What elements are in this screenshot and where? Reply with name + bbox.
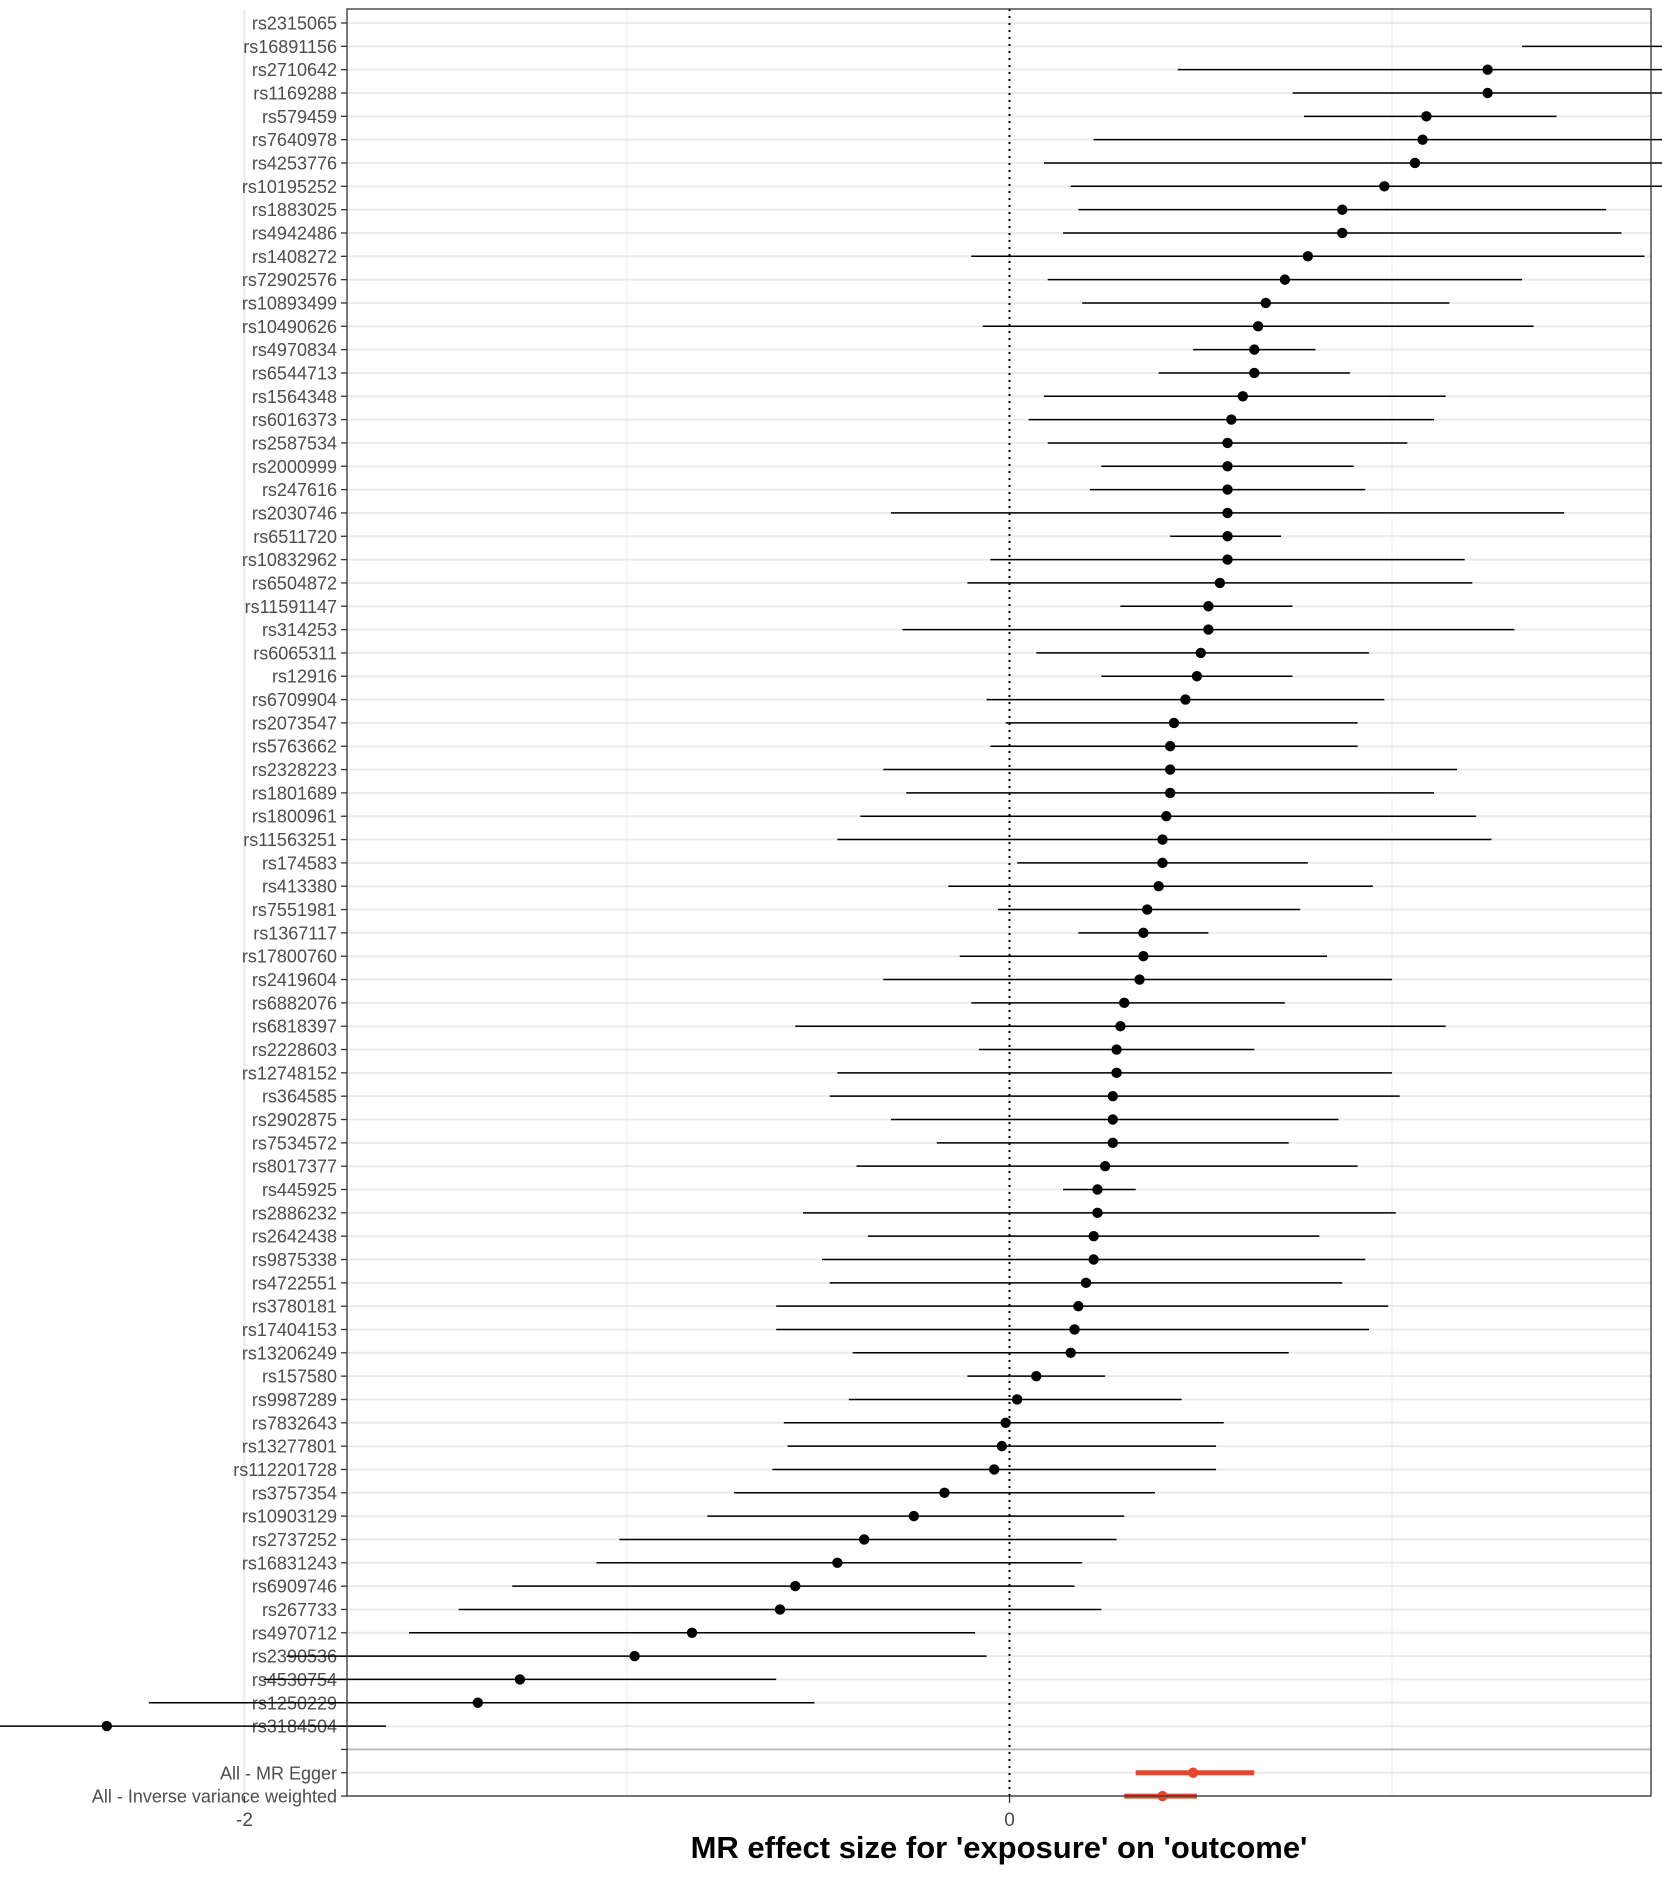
y-tick-label: rs12916 [272, 667, 337, 687]
snp-point [1215, 578, 1225, 588]
y-tick-label: rs1169288 [253, 83, 337, 103]
y-tick-label: rs12748152 [242, 1063, 337, 1083]
y-tick-label: rs6818397 [252, 1017, 337, 1037]
snp-point [1226, 414, 1236, 424]
snp-point [1379, 181, 1389, 191]
snp-point [1108, 1091, 1118, 1101]
snp-point [1157, 834, 1167, 844]
y-tick-label: rs17404153 [242, 1320, 337, 1340]
y-tick-label: rs413380 [262, 877, 337, 897]
y-tick-label: rs579459 [262, 107, 337, 127]
y-tick-label: rs9875338 [252, 1250, 337, 1270]
snp-point [1165, 764, 1175, 774]
snp-point [629, 1651, 639, 1661]
snp-point [1073, 1301, 1083, 1311]
y-tick-label: rs2228603 [252, 1040, 337, 1060]
y-tick-label: rs16831243 [242, 1553, 337, 1573]
y-tick-label: rs2710642 [252, 60, 337, 80]
y-tick-label: rs247616 [262, 480, 337, 500]
snp-point [102, 1721, 112, 1731]
y-tick-label: rs112201728 [233, 1460, 337, 1480]
y-tick-label: rs9987289 [252, 1390, 337, 1410]
y-tick-label: rs6511720 [253, 527, 337, 547]
snp-point [1165, 788, 1175, 798]
x-tick-label: 0 [1004, 1810, 1015, 1831]
x-tick-label: -2 [236, 1810, 253, 1831]
snp-point [909, 1511, 919, 1521]
snp-point [1337, 204, 1347, 214]
y-tick-label: rs2886232 [252, 1203, 337, 1223]
snp-point [1280, 274, 1290, 284]
snp-point [1069, 1324, 1079, 1334]
snp-point [1000, 1418, 1010, 1428]
y-tick-label: rs7551981 [252, 900, 337, 920]
snp-point [687, 1628, 697, 1638]
y-tick-label: rs2902875 [252, 1110, 337, 1130]
y-tick-label: rs4530754 [252, 1670, 337, 1690]
snp-point [1303, 251, 1313, 261]
y-tick-label: rs157580 [262, 1367, 337, 1387]
snp-point [1261, 298, 1271, 308]
y-tick-label: rs2030746 [252, 503, 337, 523]
snp-point [1115, 1021, 1125, 1031]
snp-point [1138, 928, 1148, 938]
y-tick-label: rs2587534 [252, 433, 337, 453]
snp-point [1092, 1184, 1102, 1194]
y-tick-label: rs2328223 [252, 760, 337, 780]
snp-point [1157, 858, 1167, 868]
snp-point [1222, 484, 1232, 494]
snp-point [1138, 951, 1148, 961]
y-tick-label: rs7640978 [252, 130, 337, 150]
snp-point [1410, 158, 1420, 168]
y-tick-label: rs267733 [262, 1600, 337, 1620]
snp-point [832, 1558, 842, 1568]
snp-point [1081, 1278, 1091, 1288]
snp-point [1222, 531, 1232, 541]
y-tick-label: rs4970834 [252, 340, 337, 360]
y-tick-label: rs10195252 [242, 177, 337, 197]
y-tick-label: rs2000999 [252, 457, 337, 477]
y-tick-label: rs2390536 [252, 1647, 337, 1667]
y-tick-label: rs3780181 [252, 1297, 337, 1317]
y-tick-label: rs3757354 [252, 1483, 337, 1503]
y-tick-label: rs6016373 [252, 410, 337, 430]
y-tick-label: rs6909746 [252, 1577, 337, 1597]
snp-point [1100, 1161, 1110, 1171]
y-tick-label: rs445925 [262, 1180, 337, 1200]
snp-point [1108, 1114, 1118, 1124]
y-tick-label: rs72902576 [242, 270, 337, 290]
snp-point [790, 1581, 800, 1591]
snp-point [1222, 438, 1232, 448]
snp-point [1111, 1044, 1121, 1054]
y-tick-label: rs2419604 [252, 970, 337, 990]
y-tick-label: rs314253 [262, 620, 337, 640]
snp-point [1253, 321, 1263, 331]
y-tick-label: rs2073547 [252, 713, 337, 733]
snp-point [1088, 1254, 1098, 1264]
snp-point [1192, 671, 1202, 681]
y-tick-label: rs6065311 [253, 643, 337, 663]
snp-point [1337, 228, 1347, 238]
summary-point [1188, 1768, 1198, 1778]
snp-point [1088, 1231, 1098, 1241]
y-tick-label: rs2642438 [252, 1227, 337, 1247]
x-axis-title: MR effect size for 'exposure' on 'outcome' [691, 1830, 1308, 1865]
snp-point [1482, 64, 1492, 74]
y-tick-label: rs8017377 [252, 1157, 337, 1177]
y-tick-label: rs1408272 [252, 247, 337, 267]
y-tick-label: rs1801689 [252, 783, 337, 803]
snp-point [1421, 111, 1431, 121]
snp-point [1092, 1208, 1102, 1218]
snp-point [1165, 741, 1175, 751]
snp-point [1111, 1068, 1121, 1078]
y-tick-label: rs6544713 [252, 363, 337, 383]
snp-point [1482, 88, 1492, 98]
snp-point [1196, 648, 1206, 658]
snp-point [1238, 391, 1248, 401]
snp-point [1249, 344, 1259, 354]
snp-point [1153, 881, 1163, 891]
y-tick-label: rs4722551 [252, 1273, 337, 1293]
snp-point [515, 1674, 525, 1684]
snp-point [1203, 601, 1213, 611]
y-tick-label: rs10832962 [242, 550, 337, 570]
snp-point [1222, 508, 1232, 518]
y-tick-label: rs11563251 [243, 830, 337, 850]
snp-point [1066, 1348, 1076, 1358]
y-tick-label: All - MR Egger [220, 1763, 337, 1783]
y-tick-label: rs1883025 [252, 200, 337, 220]
snp-point [859, 1534, 869, 1544]
y-tick-label: rs11591147 [245, 597, 337, 617]
y-tick-label: rs3184504 [252, 1717, 337, 1737]
snp-point [939, 1488, 949, 1498]
y-tick-label: rs13206249 [242, 1343, 337, 1363]
y-tick-label: rs7534572 [252, 1133, 337, 1153]
snp-point [1222, 554, 1232, 564]
y-tick-label: rs10903129 [242, 1507, 337, 1527]
snp-point [989, 1464, 999, 1474]
y-tick-label: rs2737252 [252, 1530, 337, 1550]
y-tick-label: rs6504872 [252, 573, 337, 593]
snp-point [1142, 904, 1152, 914]
snp-point [1119, 998, 1129, 1008]
snp-point [1031, 1371, 1041, 1381]
y-tick-label: rs174583 [262, 853, 337, 873]
snp-point [1161, 811, 1171, 821]
snp-point [1249, 368, 1259, 378]
y-tick-label: rs4970712 [252, 1623, 337, 1643]
snp-point [473, 1698, 483, 1708]
y-tick-label: rs1250229 [252, 1693, 337, 1713]
y-tick-label: rs1564348 [252, 387, 337, 407]
y-tick-label: rs1800961 [252, 807, 337, 827]
y-tick-label: rs4253776 [252, 153, 337, 173]
snp-point [997, 1441, 1007, 1451]
snp-point [1108, 1138, 1118, 1148]
y-tick-label: rs10490626 [242, 317, 337, 337]
y-tick-label: rs7832643 [252, 1413, 337, 1433]
y-tick-label: rs364585 [262, 1087, 337, 1107]
snp-point [1134, 974, 1144, 984]
y-tick-label: rs6709904 [252, 690, 337, 710]
snp-point [1012, 1394, 1022, 1404]
snp-point [1203, 624, 1213, 634]
snp-point [1180, 694, 1190, 704]
snp-point [1222, 461, 1232, 471]
snp-point [1169, 718, 1179, 728]
y-tick-label: rs13277801 [242, 1437, 337, 1457]
y-tick-label: All - Inverse variance weighted [92, 1787, 337, 1807]
y-tick-label: rs4942486 [252, 223, 337, 243]
y-tick-label: rs6882076 [252, 993, 337, 1013]
y-tick-label: rs2315065 [252, 14, 337, 34]
snp-point [1417, 134, 1427, 144]
y-tick-label: rs17800760 [242, 947, 337, 967]
y-tick-label: rs1367117 [253, 923, 337, 943]
y-tick-label: rs5763662 [252, 737, 337, 757]
y-tick-label: rs16891156 [243, 37, 337, 57]
snp-point [775, 1604, 785, 1614]
y-tick-label: rs10893499 [242, 293, 337, 313]
